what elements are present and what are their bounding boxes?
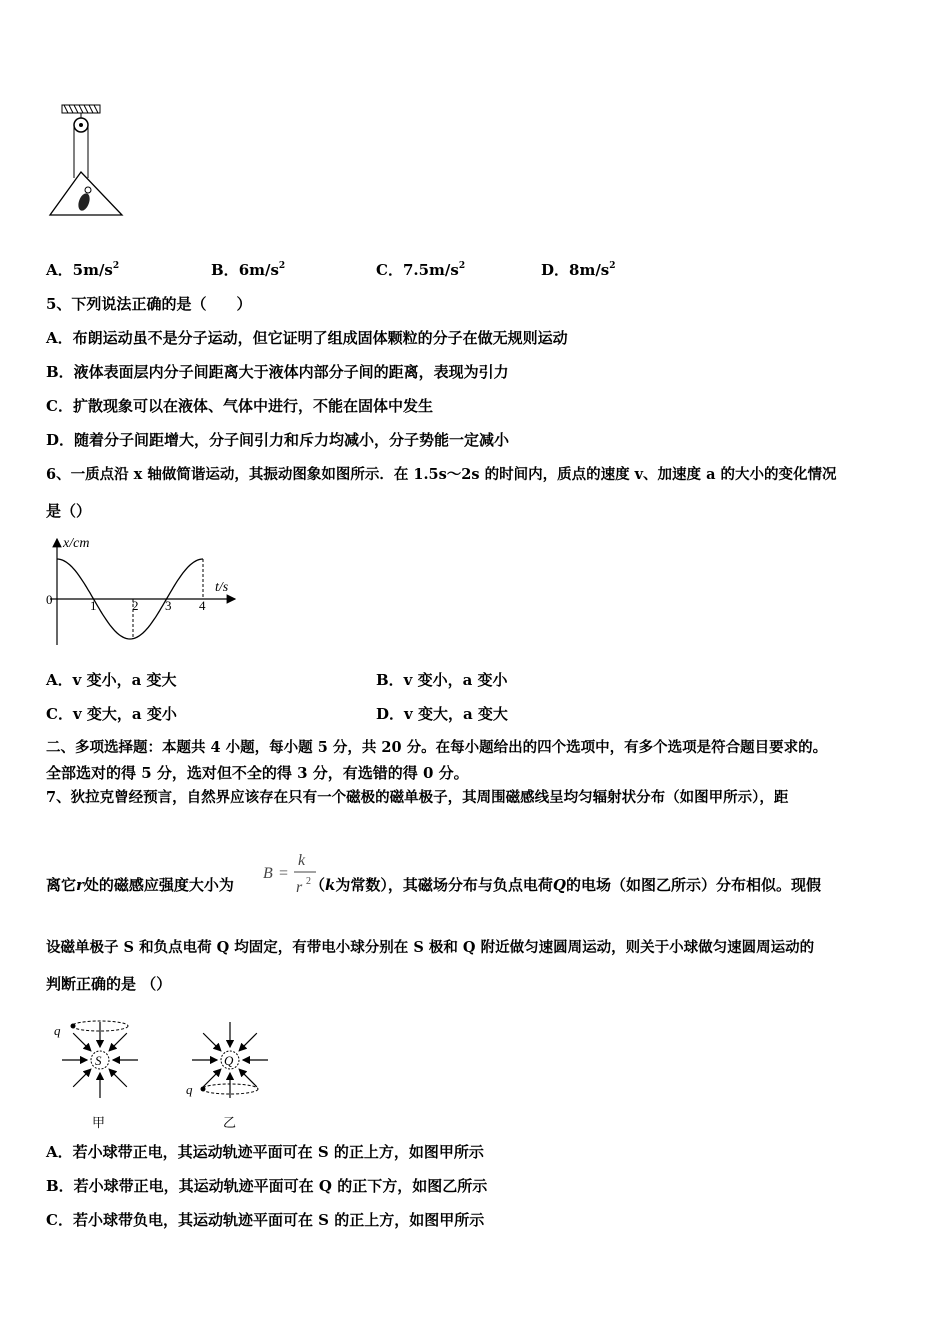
- q7-stem-line4: 判断正确的是 （）: [46, 975, 172, 993]
- q7-stem-line3: 设磁单极子 S 和负点电荷 Q 均固定，有带电小球分别在 S 极和 Q 附近做匀速圆周运动，则关于小球做匀速圆周运动的: [46, 939, 815, 956]
- x-axis-label: t/s: [215, 580, 229, 595]
- charge-label-yi: q: [186, 1082, 193, 1097]
- section2-heading-line1: 二、多项选择题：本题共 4 小题，每小题 5 分，共 20 分。在每小题给出的四个选项中，有多个选项是符合题目要求的。: [46, 739, 828, 756]
- q6-option-d: D．v 变大，a 变大: [376, 705, 508, 723]
- q7-stem-line1: 7、狄拉克曾经预言，自然界应该存在只有一个磁极的磁单极子，其周围磁感线呈均匀辐射状分布（如图甲所示），距: [46, 789, 789, 806]
- q7-option-b: B．若小球带正电，其运动轨迹平面可在 Q 的正下方，如图乙所示: [46, 1177, 488, 1195]
- section2-heading-line2: 全部选对的得 5 分，选对但不全的得 3 分，有选错的得 0 分。: [46, 764, 469, 782]
- tick-3: 3: [165, 598, 172, 613]
- q7-option-c: C．若小球带负电，其运动轨迹平面可在 S 的正上方，如图甲所示: [46, 1211, 485, 1229]
- q6-stem-line1: 6、一质点沿 x 轴做简谐运动，其振动图象如图所示．在 1.5s～2s 的时间内，质点的速度 v、加速度 a 的大小的变化情况: [46, 466, 837, 483]
- q5-option-d: D．随着分子间距增大，分子间引力和斥力均减小，分子势能一定减小: [46, 431, 510, 449]
- q5-option-c: C．扩散现象可以在液体、气体中进行，不能在固体中发生: [46, 397, 433, 415]
- charge-dot-yi: [201, 1087, 206, 1092]
- q7-option-a: A．若小球带正电，其运动轨迹平面可在 S 的正上方，如图甲所示: [46, 1143, 484, 1161]
- q6-option-a: A．v 变小，a 变大: [46, 671, 177, 689]
- svg-text:k: k: [298, 852, 306, 869]
- jia-field-line: [109, 1069, 127, 1087]
- svg-text:=: =: [279, 865, 289, 882]
- charge-label-jia: q: [54, 1023, 61, 1038]
- svg-text:2: 2: [306, 876, 311, 887]
- yi-field-line: [239, 1033, 257, 1051]
- q5-option-b: B．液体表面层内分子间距离大于液体内部分子间的距离，表现为引力: [46, 363, 509, 381]
- tick-2: 2: [132, 598, 139, 613]
- tick-1: 1: [90, 598, 97, 613]
- q6-stem-line2: 是（）: [46, 502, 92, 520]
- q5-stem: 5、下列说法正确的是（ ）: [46, 295, 252, 313]
- jia-field-line: [109, 1033, 127, 1051]
- monopole-figures: [40, 1005, 290, 1130]
- q6-option-c: C．v 变大，a 变小: [46, 705, 177, 723]
- jia-field-line: [73, 1069, 91, 1087]
- svg-text:B: B: [263, 865, 273, 882]
- yi-field-line: [239, 1069, 257, 1087]
- charge-q-label: Q: [224, 1053, 234, 1068]
- jia-field-line: [73, 1033, 91, 1051]
- yi-field-line: [203, 1033, 221, 1051]
- caption-jia: 甲: [92, 1115, 106, 1130]
- field-formula: [260, 848, 322, 898]
- q6-option-b: B．v 变小，a 变小: [376, 671, 508, 689]
- charge-dot-jia: [71, 1024, 76, 1029]
- vibration-graph: [40, 533, 245, 648]
- origin-label: 0: [46, 592, 53, 607]
- q4-option-b: B．$6m/s^2$: [211, 261, 286, 279]
- q7-stem-line2: 离它r处的磁感应强度大小为 （k为常数），其磁场分布与负点电荷Q的电场（如图乙所示）分布相似。现假: [46, 876, 821, 894]
- monopole-s-label: S: [95, 1053, 102, 1068]
- caption-yi: 乙: [223, 1115, 237, 1130]
- q4-option-c: C．$7.5m/s^2$: [376, 261, 466, 279]
- y-axis-label: x/cm: [63, 536, 90, 551]
- q4-option-a: A．$5m/s^2$: [46, 261, 120, 279]
- q5-option-a: A．布朗运动虽不是分子运动，但它证明了组成固体颗粒的分子在做无规则运动: [46, 329, 568, 347]
- pulley-figure: [44, 100, 128, 220]
- q4-option-d: D．$8m/s^2$: [541, 261, 616, 279]
- svg-text:r: r: [296, 879, 303, 896]
- tick-4: 4: [199, 598, 206, 613]
